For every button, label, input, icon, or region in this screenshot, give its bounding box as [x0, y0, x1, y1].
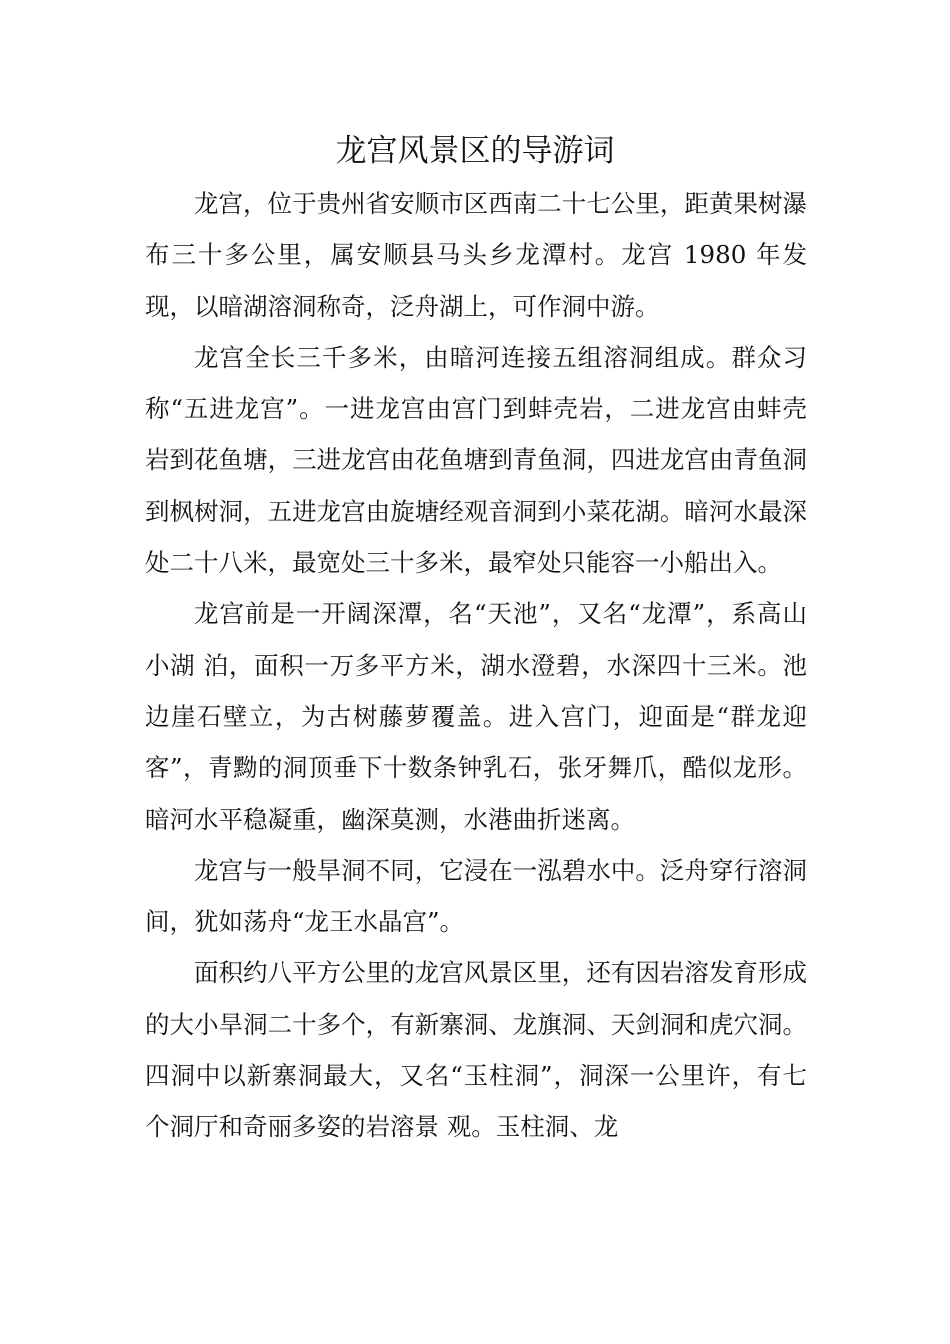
paragraph-2: 龙宫全长三千多米，由暗河连接五组溶洞组成。群众习称“五进龙宫”。一进龙宫由宫门到蚌壳岩，二进龙宫由蚌壳岩到花鱼塘，三进龙宫由花鱼塘到青鱼洞，四进龙宫由青鱼洞到枫树洞，五进龙宫由旋塘经观音洞到小菜花湖。暗河水最深处二十八米，最宽处三十多米，最窄处只能容一小船出入。: [145, 342, 807, 578]
paragraph-5: 面积约八平方公里的龙宫风景区里，还有因岩溶发育形成的大小旱洞二十多个，有新寨洞、龙旗洞、天剑洞和虎穴洞。四洞中以新寨洞最大，又名“玉柱洞”，洞深一公里许，有七个洞厅和奇丽多姿的岩溶景 观。玉柱洞、龙: [145, 958, 807, 1142]
document-title: 龙宫风景区的导游词: [335, 133, 615, 169]
document-body: [145, 178, 807, 1153]
paragraph-4: 龙宫与一般旱洞不同，它浸在一泓碧水中。泛舟穿行溶洞间，犹如荡舟“龙王水晶宫”。: [145, 855, 807, 937]
paragraph-1: 龙宫，位于贵州省安顺市区西南二十七公里，距黄果树瀑布三十多公里，属安顺县马头乡龙潭村。龙宫 1980 年发现，以暗湖溶洞称奇，泛舟湖上，可作洞中游。: [145, 189, 807, 321]
paragraph-3: 龙宫前是一开阔深潭，名“天池”，又名“龙潭”，系高山小湖 泊，面积一万多平方米，湖水澄碧，水深四十三米。池边崖石壁立，为古树藤萝覆盖。进入宫门，迎面是“群龙迎客”，青黝的洞顶垂下十数条钟乳石，张牙舞爪，酷似龙形。暗河水平稳凝重，幽深莫测，水港曲折迷离。: [145, 599, 807, 834]
